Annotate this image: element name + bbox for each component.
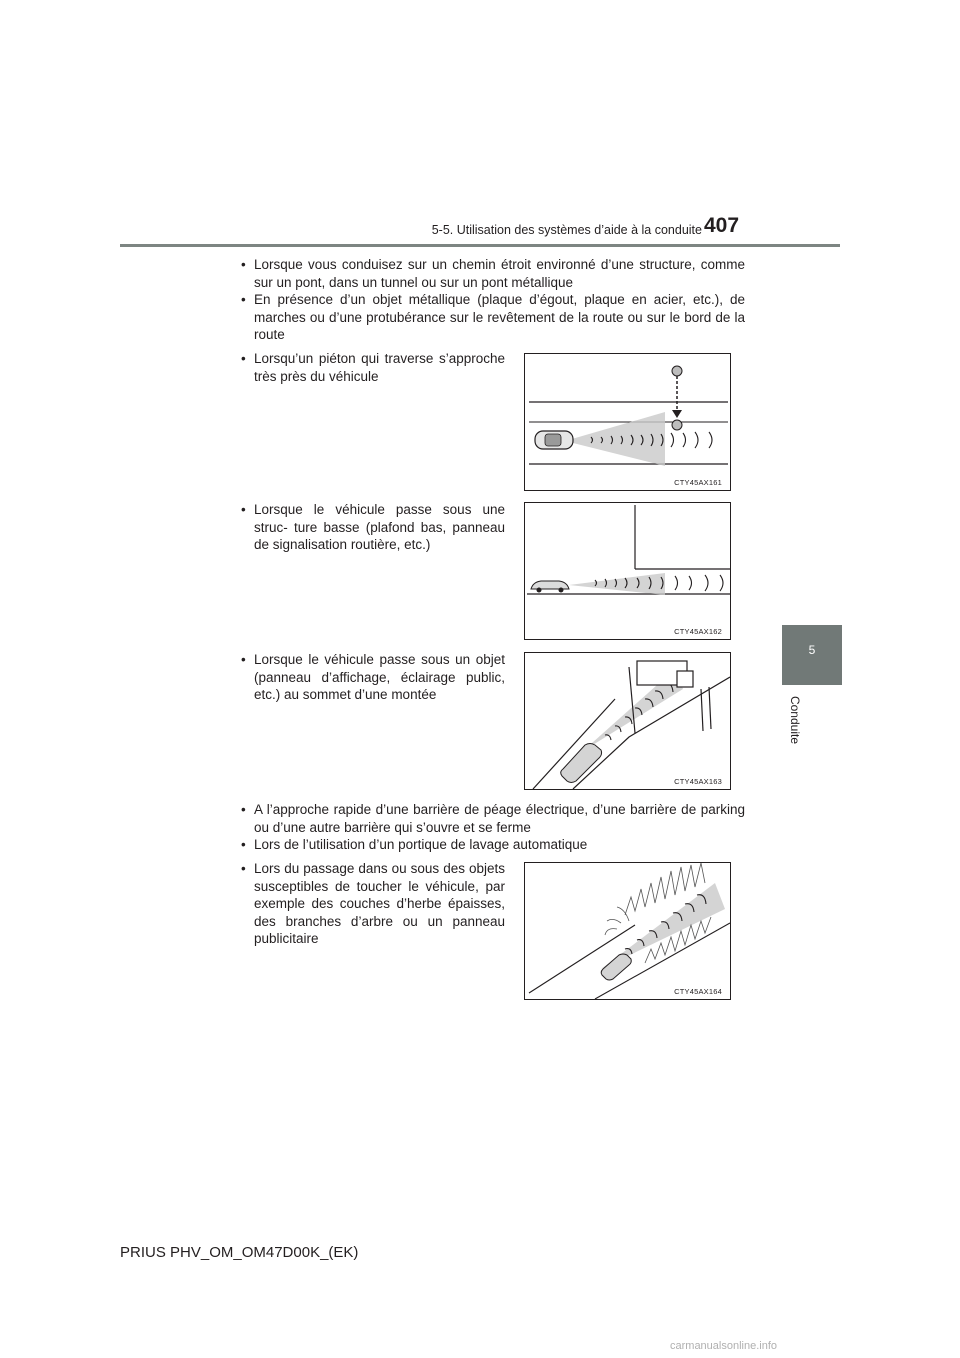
bullet-symbol: • — [241, 802, 246, 817]
list-item — [241, 651, 505, 704]
bullet-symbol: • — [241, 292, 246, 307]
list-item-text: Lorsque vous conduisez sur un chemin étroit environné d’une structure, comme sur un pont, dans un tunnel ou sur un pont métallique — [254, 257, 745, 290]
chapter-label: Conduite — [788, 695, 802, 745]
bullet-symbol: • — [241, 502, 246, 517]
list-item-text: Lorsque le véhicule passe sous un objet (panneau d’affichage, éclairage public, etc.) au sommet d’une montée — [254, 652, 505, 702]
low-structure-illustration — [525, 503, 731, 640]
chapter-tab[interactable] — [782, 625, 842, 685]
figure-low-structure — [524, 502, 731, 640]
figure-hill-sign — [524, 652, 731, 790]
figure-pedestrian — [524, 353, 731, 491]
bullet-symbol: • — [241, 351, 246, 366]
figure-code: CTY45AX163 — [674, 777, 722, 786]
manual-code: PRIUS PHV_OM_OM47D00K_(EK) — [120, 1244, 359, 1261]
watermark: carmanualsonline.info — [670, 1340, 778, 1352]
list-item — [241, 836, 745, 854]
figure-code: CTY45AX162 — [674, 627, 722, 636]
list-item-text: Lorsqu’un piéton qui traverse s’approche très près du véhicule — [254, 351, 505, 384]
section-title: 5-5. Utilisation des systèmes d’aide à la conduite — [431, 223, 702, 237]
figure-grass-branches — [524, 862, 731, 1000]
figure-code: CTY45AX161 — [674, 478, 722, 487]
pedestrian-illustration — [525, 354, 731, 491]
list-item — [241, 256, 745, 291]
list-item-text: En présence d’un objet métallique (plaque d’égout, plaque en acier, etc.), de marches ou d’une protubérance sur le revêtement de la route ou sur le bord de la route — [254, 292, 745, 342]
list-item-text: Lors du passage dans ou sous des objets susceptibles de toucher le véhicule, par exemple des couches d’herbe épaisses, des branches d’arbre ou un panneau publicitaire — [254, 861, 505, 946]
chapter-number: 5 — [808, 643, 816, 657]
list-item — [241, 860, 505, 948]
list-item-text: Lors de l’utilisation d’un portique de lavage automatique — [254, 837, 588, 852]
figure-code: CTY45AX164 — [674, 987, 722, 996]
bullet-symbol: • — [241, 837, 246, 852]
list-item-text: A l’approche rapide d’une barrière de péage électrique, d’une barrière de parking ou d’une autre barrière qui s’ouvre et se ferme — [254, 802, 745, 835]
list-item — [241, 291, 745, 344]
list-item — [241, 350, 505, 385]
list-item — [241, 801, 745, 836]
list-item-text: Lorsque le véhicule passe sous une struc- ture basse (plafond bas, panneau de signalisation routière, etc.) — [254, 502, 505, 552]
header-rule — [120, 244, 840, 247]
bullet-symbol: • — [241, 652, 246, 667]
bullet-symbol: • — [241, 257, 246, 272]
list-item — [241, 501, 505, 554]
hill-sign-illustration — [525, 653, 731, 790]
bullet-symbol: • — [241, 861, 246, 876]
page-number: 407 — [704, 214, 740, 237]
grass-branches-illustration — [525, 863, 731, 1000]
